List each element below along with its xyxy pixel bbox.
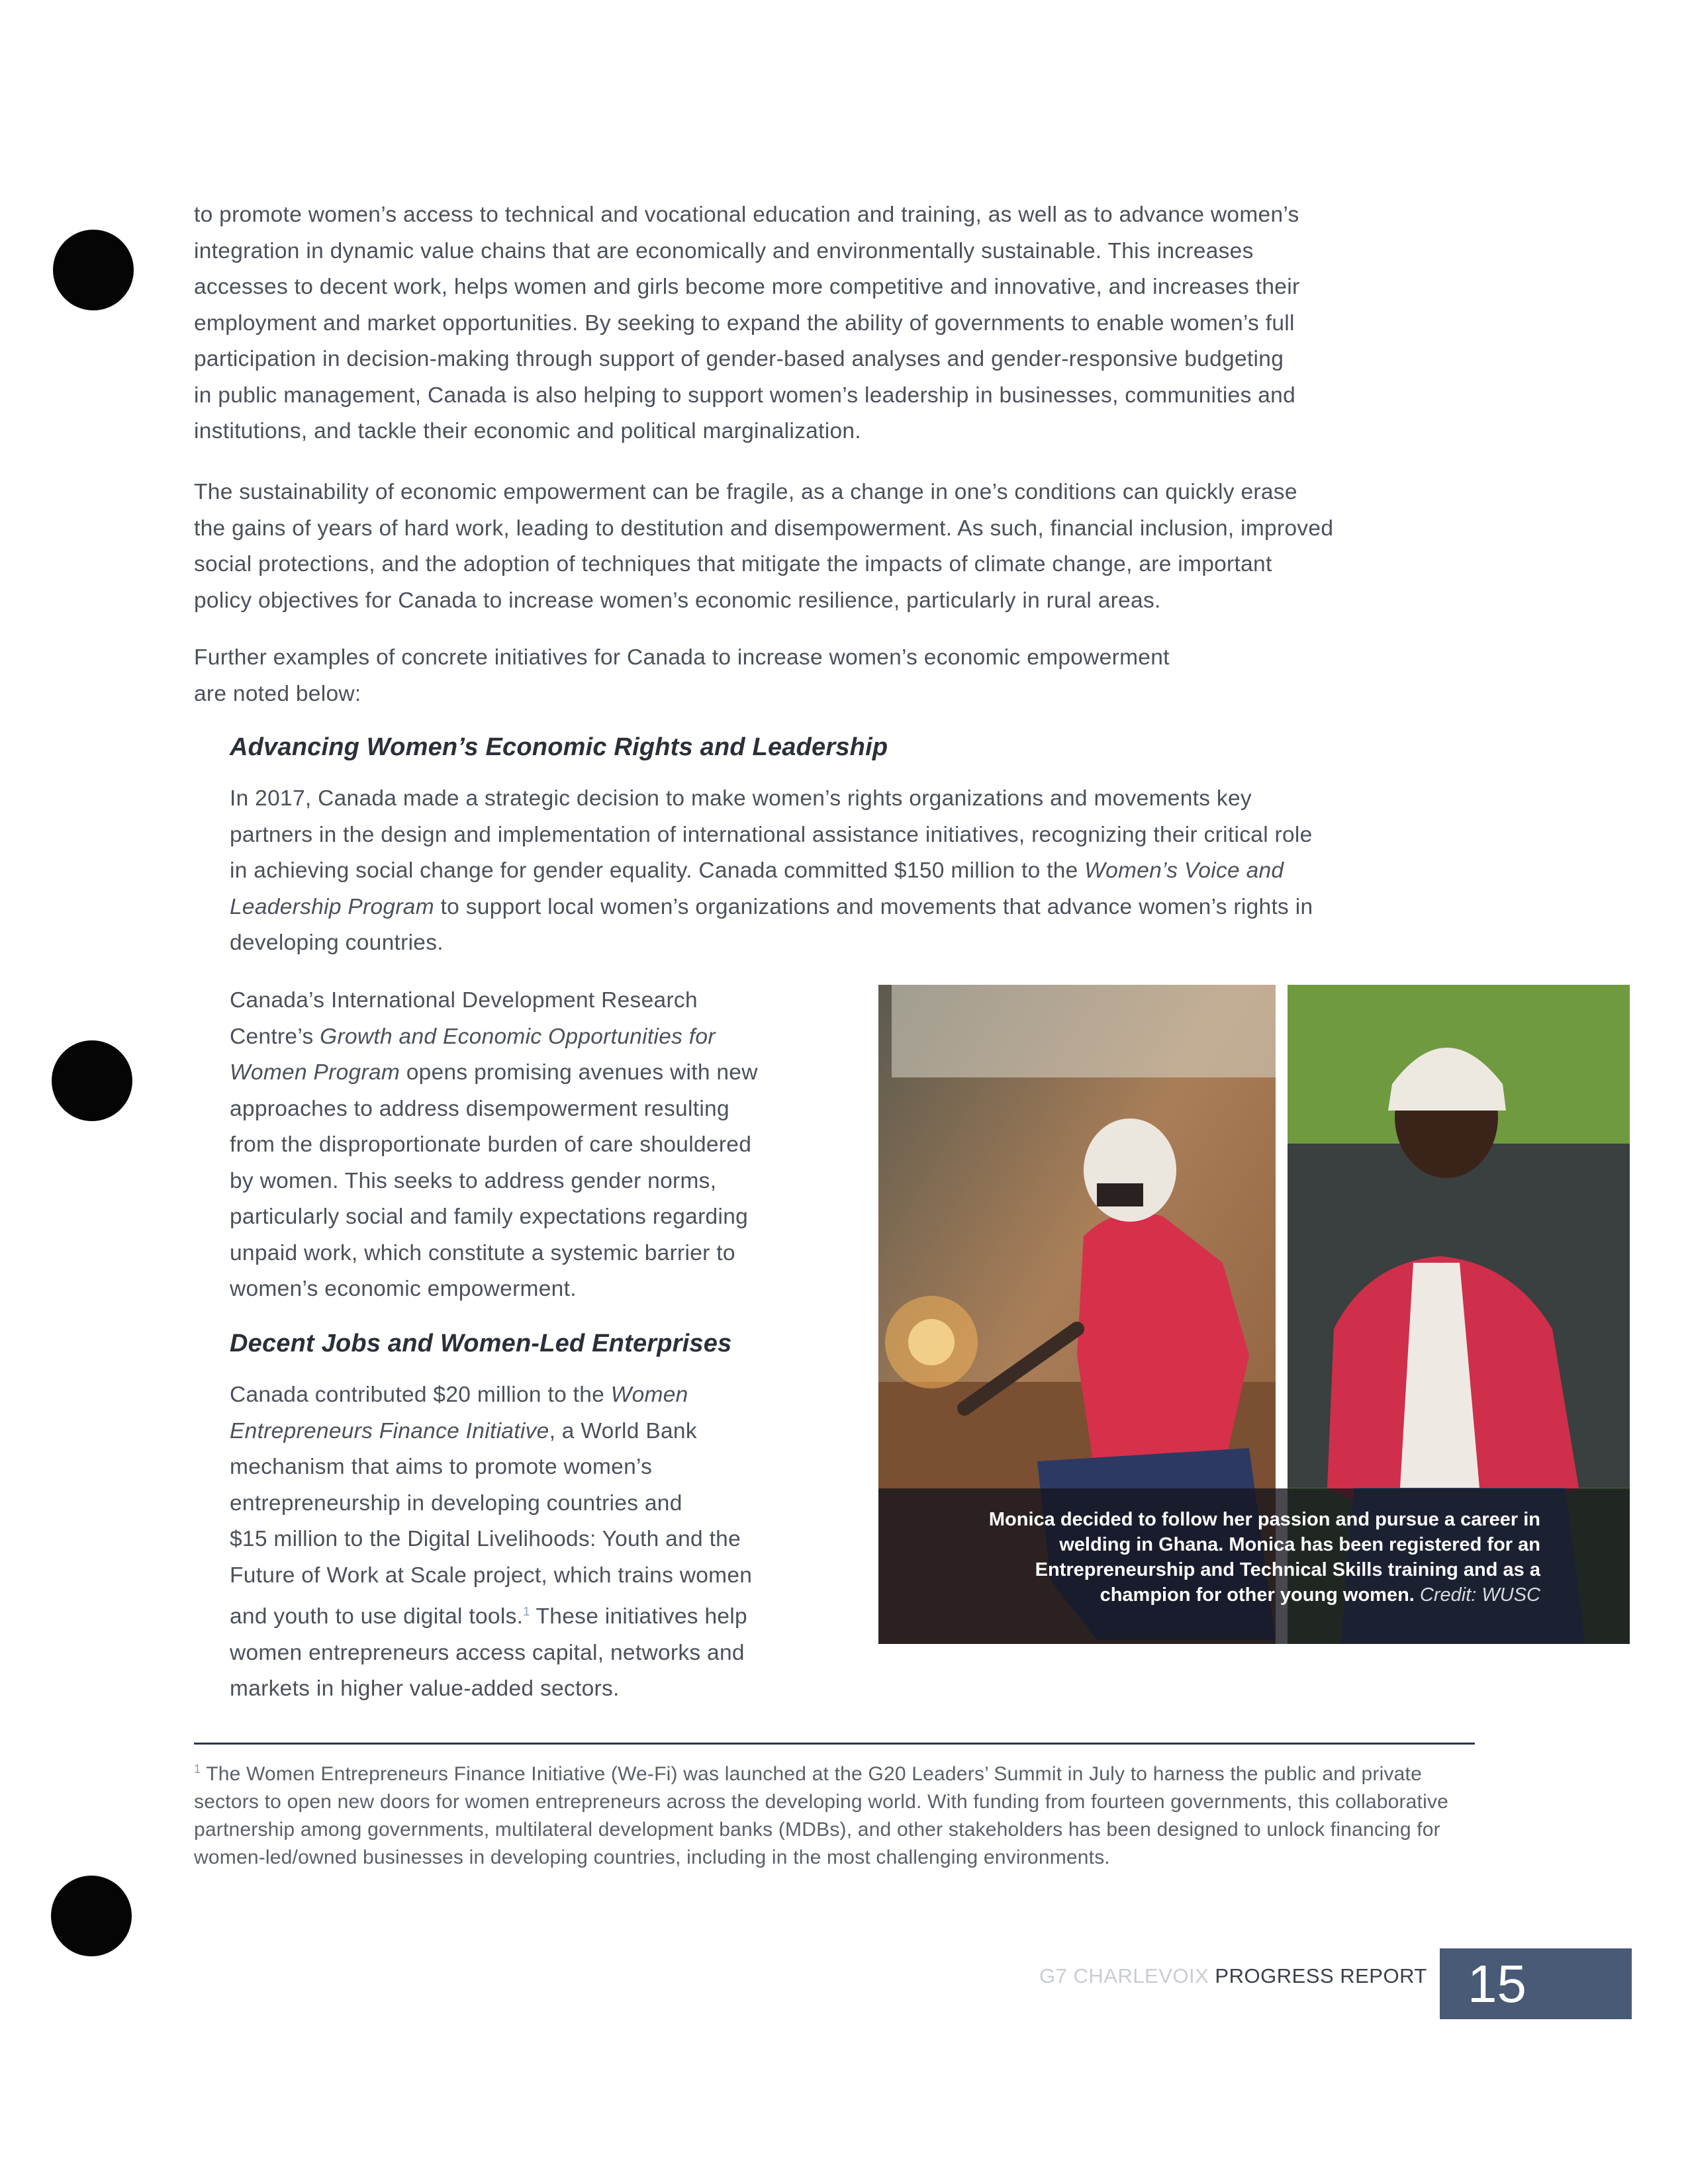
text-line: , a World Bank [549, 1418, 697, 1443]
text-line: developing countries. [230, 931, 444, 955]
footnote [194, 1755, 1472, 1872]
text-line: approaches to address disempowerment resulting [230, 1096, 729, 1121]
program-name: Women’s Voice and [1084, 858, 1284, 883]
text-line: $15 million to the Digital Livelihoods: Youth and the [230, 1527, 741, 1551]
footnote-text: The Women Entrepreneurs Finance Initiative (We-Fi) was launched at the G20 Leaders’ Summit in July to harness the public and private sectors to open new doors for women entrepreneurs across the developing world. With funding from fourteen governments, this collaborative partnership among governments, multilateral development banks (MDBs), and other stakeholders has been designed to unlock financing for women-led/owned businesses in developing countries, including in the most challenging environments. [194, 1763, 1449, 1868]
text-line: accesses to decent work, helps women and girls become more competitive and innovative, and increases their [194, 275, 1300, 299]
section-heading-rights: Advancing Women’s Economic Rights and Leadership [230, 733, 888, 761]
caption-credit: Credit: WUSC [1414, 1584, 1540, 1606]
text-line: policy objectives for Canada to increase women’s economic resilience, particularly in rural areas. [194, 588, 1161, 613]
punch-hole [51, 1876, 132, 1956]
program-name: Women Program [230, 1060, 400, 1085]
program-name: Growth and Economic Opportunities for [320, 1024, 716, 1049]
footnote-marker: 1 [194, 1762, 201, 1776]
text-line: social protections, and the adoption of techniques that mitigate the impacts of climate change, are important [194, 552, 1272, 576]
text-line: partners in the design and implementation of international assistance initiatives, recognizing their critical role [230, 822, 1313, 847]
jobs-paragraph [230, 1377, 852, 1707]
program-name: Leadership Program [230, 894, 434, 919]
text-line: Canada contributed $20 million to the [230, 1383, 611, 1407]
text-line: markets in higher value-added sectors. [230, 1676, 620, 1702]
text-line: to promote women’s access to technical and vocational education and training, as well as to advance women’s [194, 203, 1299, 227]
text-line: Centre’s [230, 1024, 320, 1049]
footer-report-prefix: G7 CHARLEVOIX [1039, 1964, 1215, 1987]
text-line: participation in decision-making through support of gender-based analyses and gender-responsive budgeting [194, 347, 1284, 371]
text-line: In 2017, Canada made a strategic decision to make women’s rights organizations and movements key [230, 786, 1252, 811]
text-line: opens promising avenues with new [400, 1060, 758, 1085]
text-line: in public management, Canada is also helping to support women’s leadership in businesses, communities and [194, 383, 1296, 408]
photo-figure [878, 985, 1630, 1644]
sustainability-paragraph [194, 475, 1485, 619]
text-line: women entrepreneurs access capital, networks and [230, 1640, 745, 1665]
caption-description: Monica decided to follow her passion and pursue a career in welding in Ghana. Monica has been registered for an Entrepreneurship and Technical Skills training and as a champion for other young women. [988, 1509, 1540, 1606]
text-line: Further examples of concrete initiatives for Canada to increase women’s economic empowerment [194, 645, 1170, 670]
text-line: are noted below: [194, 681, 361, 706]
text-line: unpaid work, which constitute a systemic barrier to [230, 1240, 735, 1265]
text-line: from the disproportionate burden of care shouldered [230, 1132, 752, 1157]
section-heading-jobs: Decent Jobs and Women-Led Enterprises [230, 1330, 732, 1357]
photo-caption [878, 1488, 1630, 1644]
text-line: The sustainability of economic empowerment can be fragile, as a change in one’s conditions can quickly erase [194, 480, 1297, 504]
program-name: Entrepreneurs Finance Initiative [230, 1418, 549, 1443]
idrc-paragraph [230, 983, 852, 1308]
text-line: women’s economic empowerment. [230, 1277, 577, 1301]
text-line: and youth to use digital tools. [230, 1604, 524, 1629]
punch-hole [53, 230, 134, 310]
text-line: the gains of years of hard work, leading to destitution and disempowerment. As such, financial inclusion, improved [194, 516, 1334, 541]
caption-text [958, 1507, 1540, 1608]
text-line: These initiatives help [530, 1604, 747, 1629]
footnote-marker[interactable]: 1 [523, 1605, 530, 1618]
text-line: integration in dynamic value chains that are economically and environmentally sustainable. This increases [194, 238, 1254, 263]
footer-report-title: PROGRESS REPORT [1215, 1964, 1427, 1987]
punch-hole [52, 1040, 132, 1121]
footer-report-label [1039, 1964, 1427, 1988]
text-line: Future of Work at Scale project, which trains women [230, 1563, 753, 1588]
text-line: particularly social and family expectations regarding [230, 1205, 749, 1229]
text-line: institutions, and tackle their economic and political marginalization. [194, 419, 861, 443]
text-line: employment and market opportunities. By seeking to expand the ability of governments to enable women’s full [194, 310, 1295, 336]
text-line: mechanism that aims to promote women’s [230, 1455, 653, 1479]
page-number: 15 [1440, 1948, 1632, 2019]
text-line: in achieving social change for gender equality. Canada committed $150 million to the [230, 858, 1085, 883]
footnote-rule [194, 1743, 1475, 1745]
intro-paragraph [194, 197, 1485, 450]
text-line: entrepreneurship in developing countries and [230, 1490, 682, 1516]
rights-paragraph [230, 781, 1487, 962]
text-line: to support local women’s organizations and movements that advance women’s rights in [434, 894, 1313, 919]
further-examples-paragraph [194, 640, 1485, 712]
program-name: Women [610, 1383, 688, 1407]
text-line: by women. This seeks to address gender norms, [230, 1168, 717, 1193]
text-line: Canada’s International Development Research [230, 988, 698, 1013]
